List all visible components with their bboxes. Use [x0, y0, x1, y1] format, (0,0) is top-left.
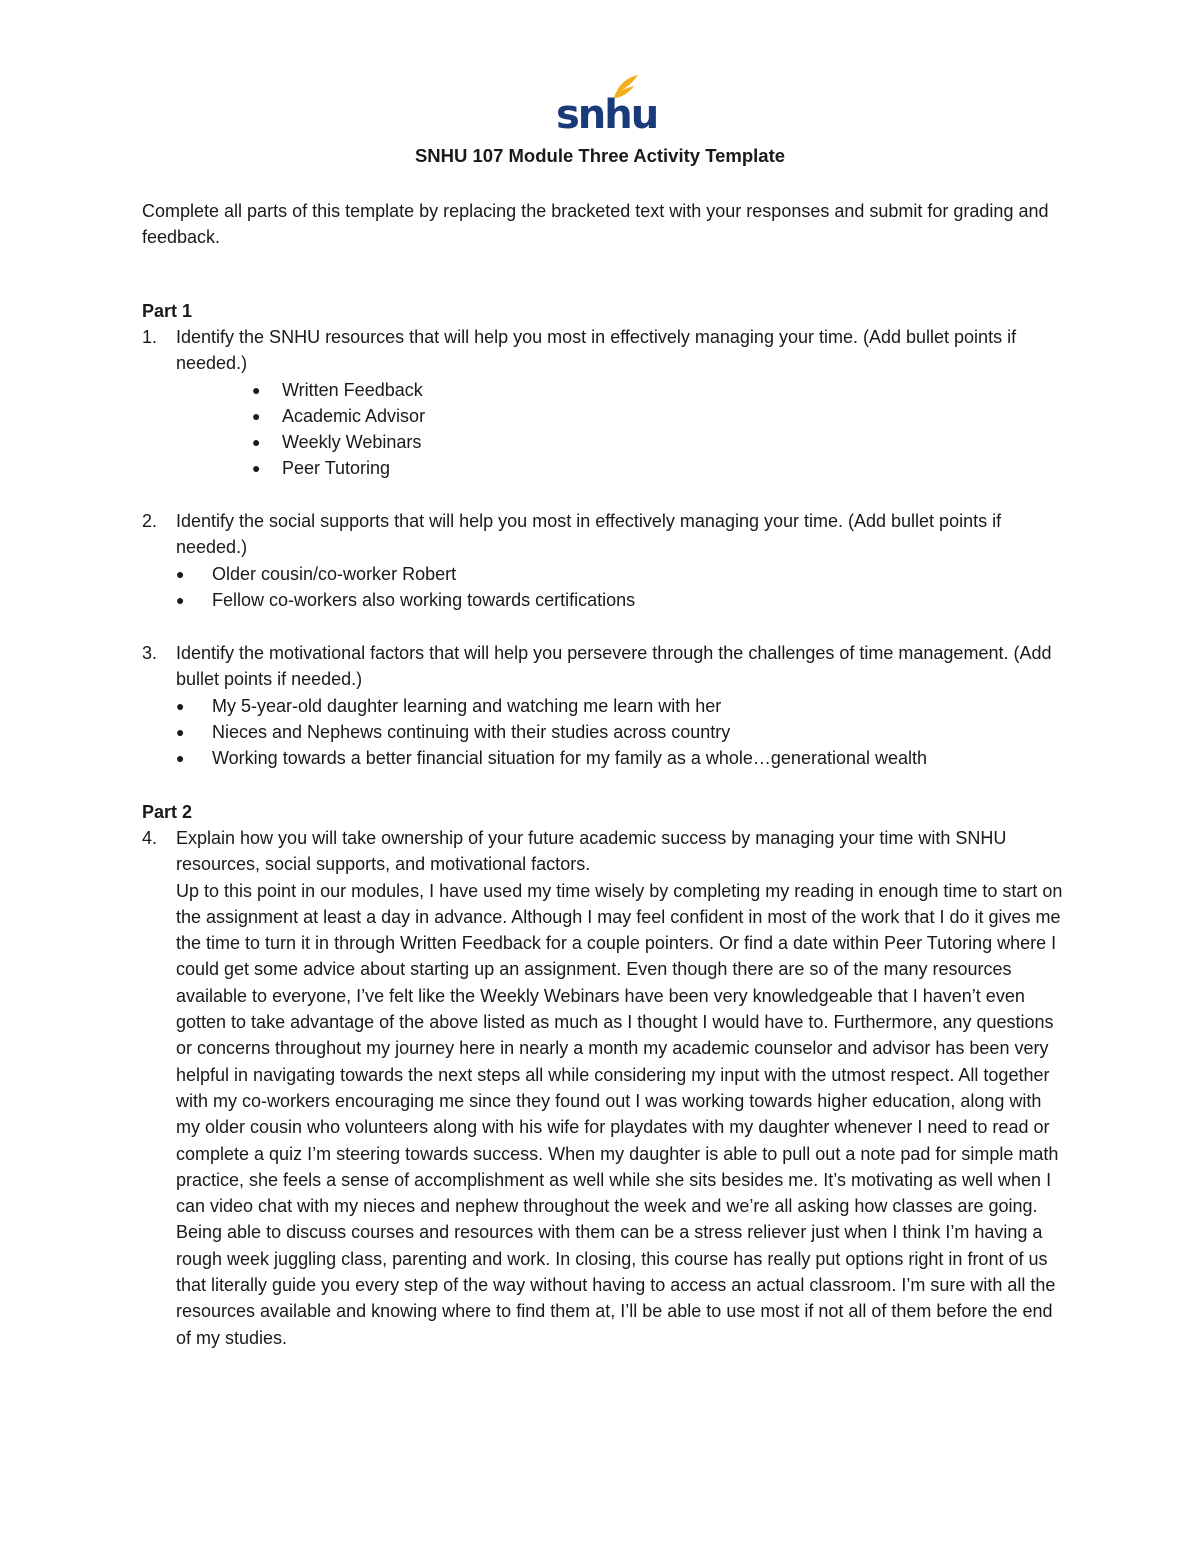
question-prompt: Identify the motivational factors that will help you persevere through the challenges of time management. (Add bullet points if needed.): [176, 643, 1052, 690]
question-prompt: Explain how you will take ownership of your future academic success by managing your time with SNHU resources, social supports, and motivational factors.: [176, 828, 1007, 875]
list-item: ● Older cousin/co-worker Robert: [142, 561, 1062, 587]
list-item: ● Weekly Webinars: [142, 429, 1062, 455]
part-2-label: Part 2: [142, 802, 193, 822]
response-paragraph: Up to this point in our modules, I have used my time wisely by completing my reading in enough time to start on the assignment at least a day in advance. Although I may feel confident in most of the work that I do it gives me the time to turn it in through Written Feedback for a couple pointers. Or find a date within Peer Tutoring where I could get some advice about starting up an assignment. Even though there are so of the many resources available to everyone, I’ve felt like the Weekly Webinars have been very knowledgeable that I haven’t even gotten to take advantage of the above listed as much as I thought I would have to. Furthermore, any questions or concerns throughout my journey here in nearly a month my academic counselor and advisor has been very helpful in navigating towards the next steps all while considering my input with the utmost respect. All together with my co-workers encouraging me since they found out I was working towards higher education, along with my older cousin who volunteers along with his wife for playdates with my daughter whenever I need to read or complete a quiz I’m steering towards success. When my daughter is able to pull out a note pad for simple math practice, she feels a sense of accomplishment as well while she sits besides me. It’s motivating as well when I can video chat with my nieces and nephew throughout the week and we’re all asking how classes are going. Being able to discuss courses and resources with them can be a stress reliever just when I think I’m having a rough week juggling class, parenting and work. In closing, this course has really put options right in front of us that literally guide you every step of the way without having to access an actual classroom. I’m sure with all the resources available and knowing where to find them at, I’ll be able to use most if not all of them before the end of my studies.: [176, 880, 1063, 1348]
bullet-icon: ●: [176, 697, 185, 714]
motivational-factors-list: [142, 693, 1062, 772]
question-prompt: Identify the SNHU resources that will help you most in effectively managing your time. (Add bullet points if needed.): [176, 327, 1017, 374]
question-1: [142, 324, 1062, 482]
bullet-icon: ●: [176, 565, 185, 582]
document-title: SNHU 107 Module Three Activity Template: [414, 145, 786, 166]
question-4: [142, 825, 1062, 1351]
bullet-icon: ●: [176, 591, 185, 608]
list-item: ● Academic Advisor: [142, 403, 1062, 429]
question-number: 1.: [142, 327, 158, 347]
question-number: 3.: [142, 643, 158, 663]
question-number: 4.: [142, 828, 158, 848]
social-supports-list: [142, 561, 1062, 614]
list-item: ● Nieces and Nephews continuing with their studies across country: [142, 719, 1062, 745]
question-prompt: Identify the social supports that will help you most in effectively managing your time. (Add bullet points if needed.): [176, 511, 1002, 558]
list-item: ● Peer Tutoring: [142, 455, 1062, 481]
bullet-icon: ●: [252, 407, 261, 424]
question-2: [142, 508, 1062, 613]
resource-list: [142, 377, 1062, 482]
bullet-icon: ●: [176, 723, 185, 740]
question-3: [142, 640, 1062, 771]
bullet-icon: ●: [252, 381, 261, 398]
bullet-icon: ●: [252, 434, 261, 451]
part-1-label: Part 1: [142, 301, 193, 321]
list-item: ● Written Feedback: [142, 377, 1062, 403]
list-item: ● Working towards a better financial situation for my family as a whole…generational wealth: [142, 745, 1062, 771]
question-number: 2.: [142, 511, 158, 531]
instructions-text: Complete all parts of this template by replacing the bracketed text with your responses and submit for grading and feedback.: [142, 201, 1049, 248]
list-item: ● Fellow co-workers also working towards certifications: [142, 587, 1062, 613]
bullet-icon: ●: [176, 750, 185, 767]
bullet-icon: ●: [252, 460, 261, 477]
svg-text:snhu: snhu: [556, 92, 658, 138]
list-item: ● My 5-year-old daughter learning and watching me learn with her: [142, 693, 1062, 719]
snhu-logo: [552, 72, 658, 138]
